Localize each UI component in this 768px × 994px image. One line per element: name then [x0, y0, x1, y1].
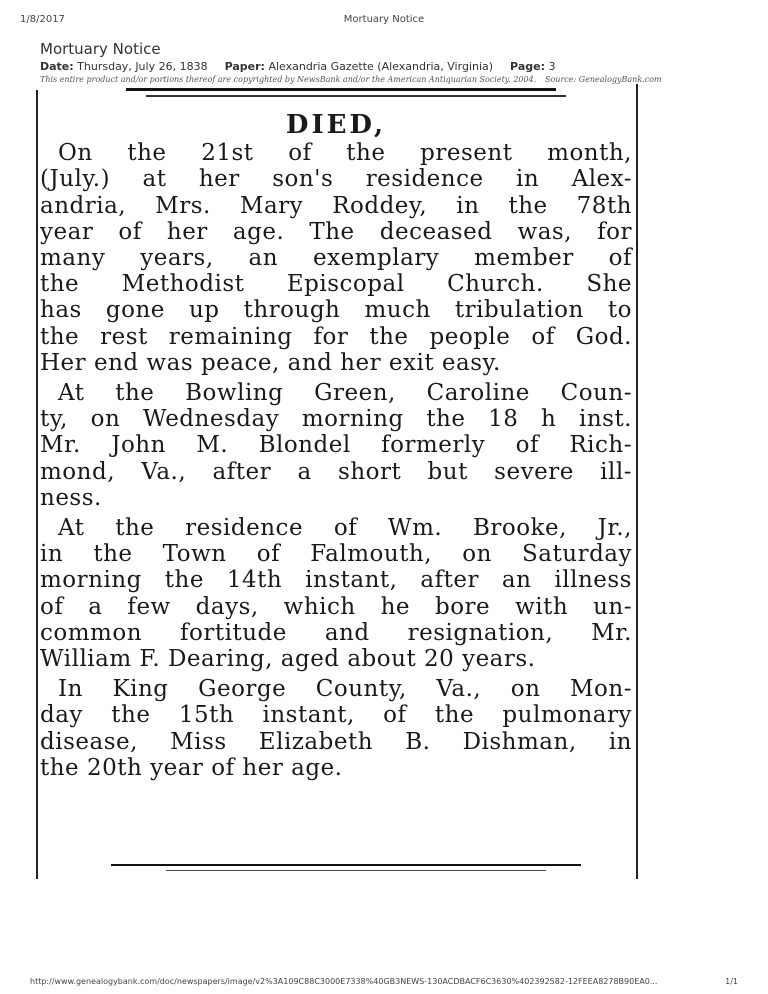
clipping-bottom-rule	[111, 864, 581, 866]
notice-heading: DIED,	[285, 110, 387, 140]
notice-line: (July.) at her son's residence in Alex-	[40, 166, 632, 193]
notice-line: At the Bowling Green, Caroline Coun-	[58, 380, 632, 407]
notice-line: William F. Dearing, aged about 20 years.	[40, 646, 536, 673]
print-date: 1/8/2017	[20, 14, 65, 25]
clipping-right-border	[636, 84, 638, 879]
metadata-line	[40, 60, 555, 73]
notice-line: the rest remaining for the people of God.	[40, 323, 632, 350]
page-label: Page:	[510, 60, 545, 73]
notice-line: mond, Va., after a short but severe ill-	[40, 458, 632, 485]
notice-paragraph	[40, 515, 632, 672]
obituary-notice	[40, 112, 632, 785]
notice-line: the 20th year of her age.	[40, 754, 343, 781]
clipping-left-border	[36, 90, 38, 879]
copyright-notice: This entire product and/or portions thereof are copyrighted by NewsBank and/or the American Antiquarian Society. 2004.	[40, 75, 537, 84]
footer-page-number: 1/1	[725, 977, 738, 986]
notice-line: ness.	[40, 484, 102, 511]
document-title: Mortuary Notice	[40, 40, 161, 58]
paper-label: Paper:	[224, 60, 265, 73]
notice-paragraphs	[40, 140, 632, 781]
notice-line: has gone up through much tribulation to	[40, 297, 632, 324]
notice-line: Mr. John M. Blondel formerly of Rich-	[40, 432, 632, 459]
notice-line: year of her age. The deceased was, for	[40, 218, 632, 245]
notice-line: At the residence of Wm. Brooke, Jr.,	[58, 515, 632, 542]
date-label: Date:	[40, 60, 74, 73]
print-header	[20, 14, 748, 28]
notice-line: morning the 14th instant, after an illness	[40, 567, 632, 594]
copyright-line	[40, 75, 728, 84]
source-credit: Source: GenealogyBank.com	[545, 75, 662, 84]
clipping-bottom-rule-secondary	[166, 870, 546, 871]
notice-line: disease, Miss Elizabeth B. Dishman, in	[40, 728, 632, 755]
notice-paragraph	[40, 380, 632, 511]
notice-line: In King George County, Va., on Mon-	[58, 676, 632, 703]
date-value: Thursday, July 26, 1838	[77, 60, 208, 73]
notice-line: the Methodist Episcopal Church. She	[40, 271, 632, 298]
notice-line: many years, an exemplary member of	[40, 245, 632, 272]
paper-value: Alexandria Gazette (Alexandria, Virginia)	[268, 60, 494, 73]
footer-url: http://www.genealogybank.com/doc/newspapers/image/v2%3A109C88C3000E7338%40GB3NEWS-130ACDBACF6C3630%402392582-12FEEA8278B90EA0...	[30, 977, 658, 986]
clipping-top-rule	[126, 88, 556, 91]
notice-line: andria, Mrs. Mary Roddey, in the 78th	[40, 192, 632, 219]
print-title: Mortuary Notice	[343, 14, 425, 25]
notice-line: day the 15th instant, of the pulmonary	[40, 702, 632, 729]
notice-line: On the 21st of the present month,	[58, 140, 632, 167]
clipping-top-rule-secondary	[146, 95, 566, 97]
page-value: 3	[548, 60, 556, 73]
notice-line: common fortitude and resignation, Mr.	[40, 619, 632, 646]
notice-line: Her end was peace, and her exit easy.	[40, 349, 501, 376]
notice-line: of a few days, which he bore with un-	[40, 593, 632, 620]
notice-line: ty, on Wednesday morning the 18 h inst.	[40, 406, 632, 433]
notice-paragraph	[40, 140, 632, 376]
notice-paragraph	[40, 676, 632, 781]
notice-line: in the Town of Falmouth, on Saturday	[40, 541, 632, 568]
